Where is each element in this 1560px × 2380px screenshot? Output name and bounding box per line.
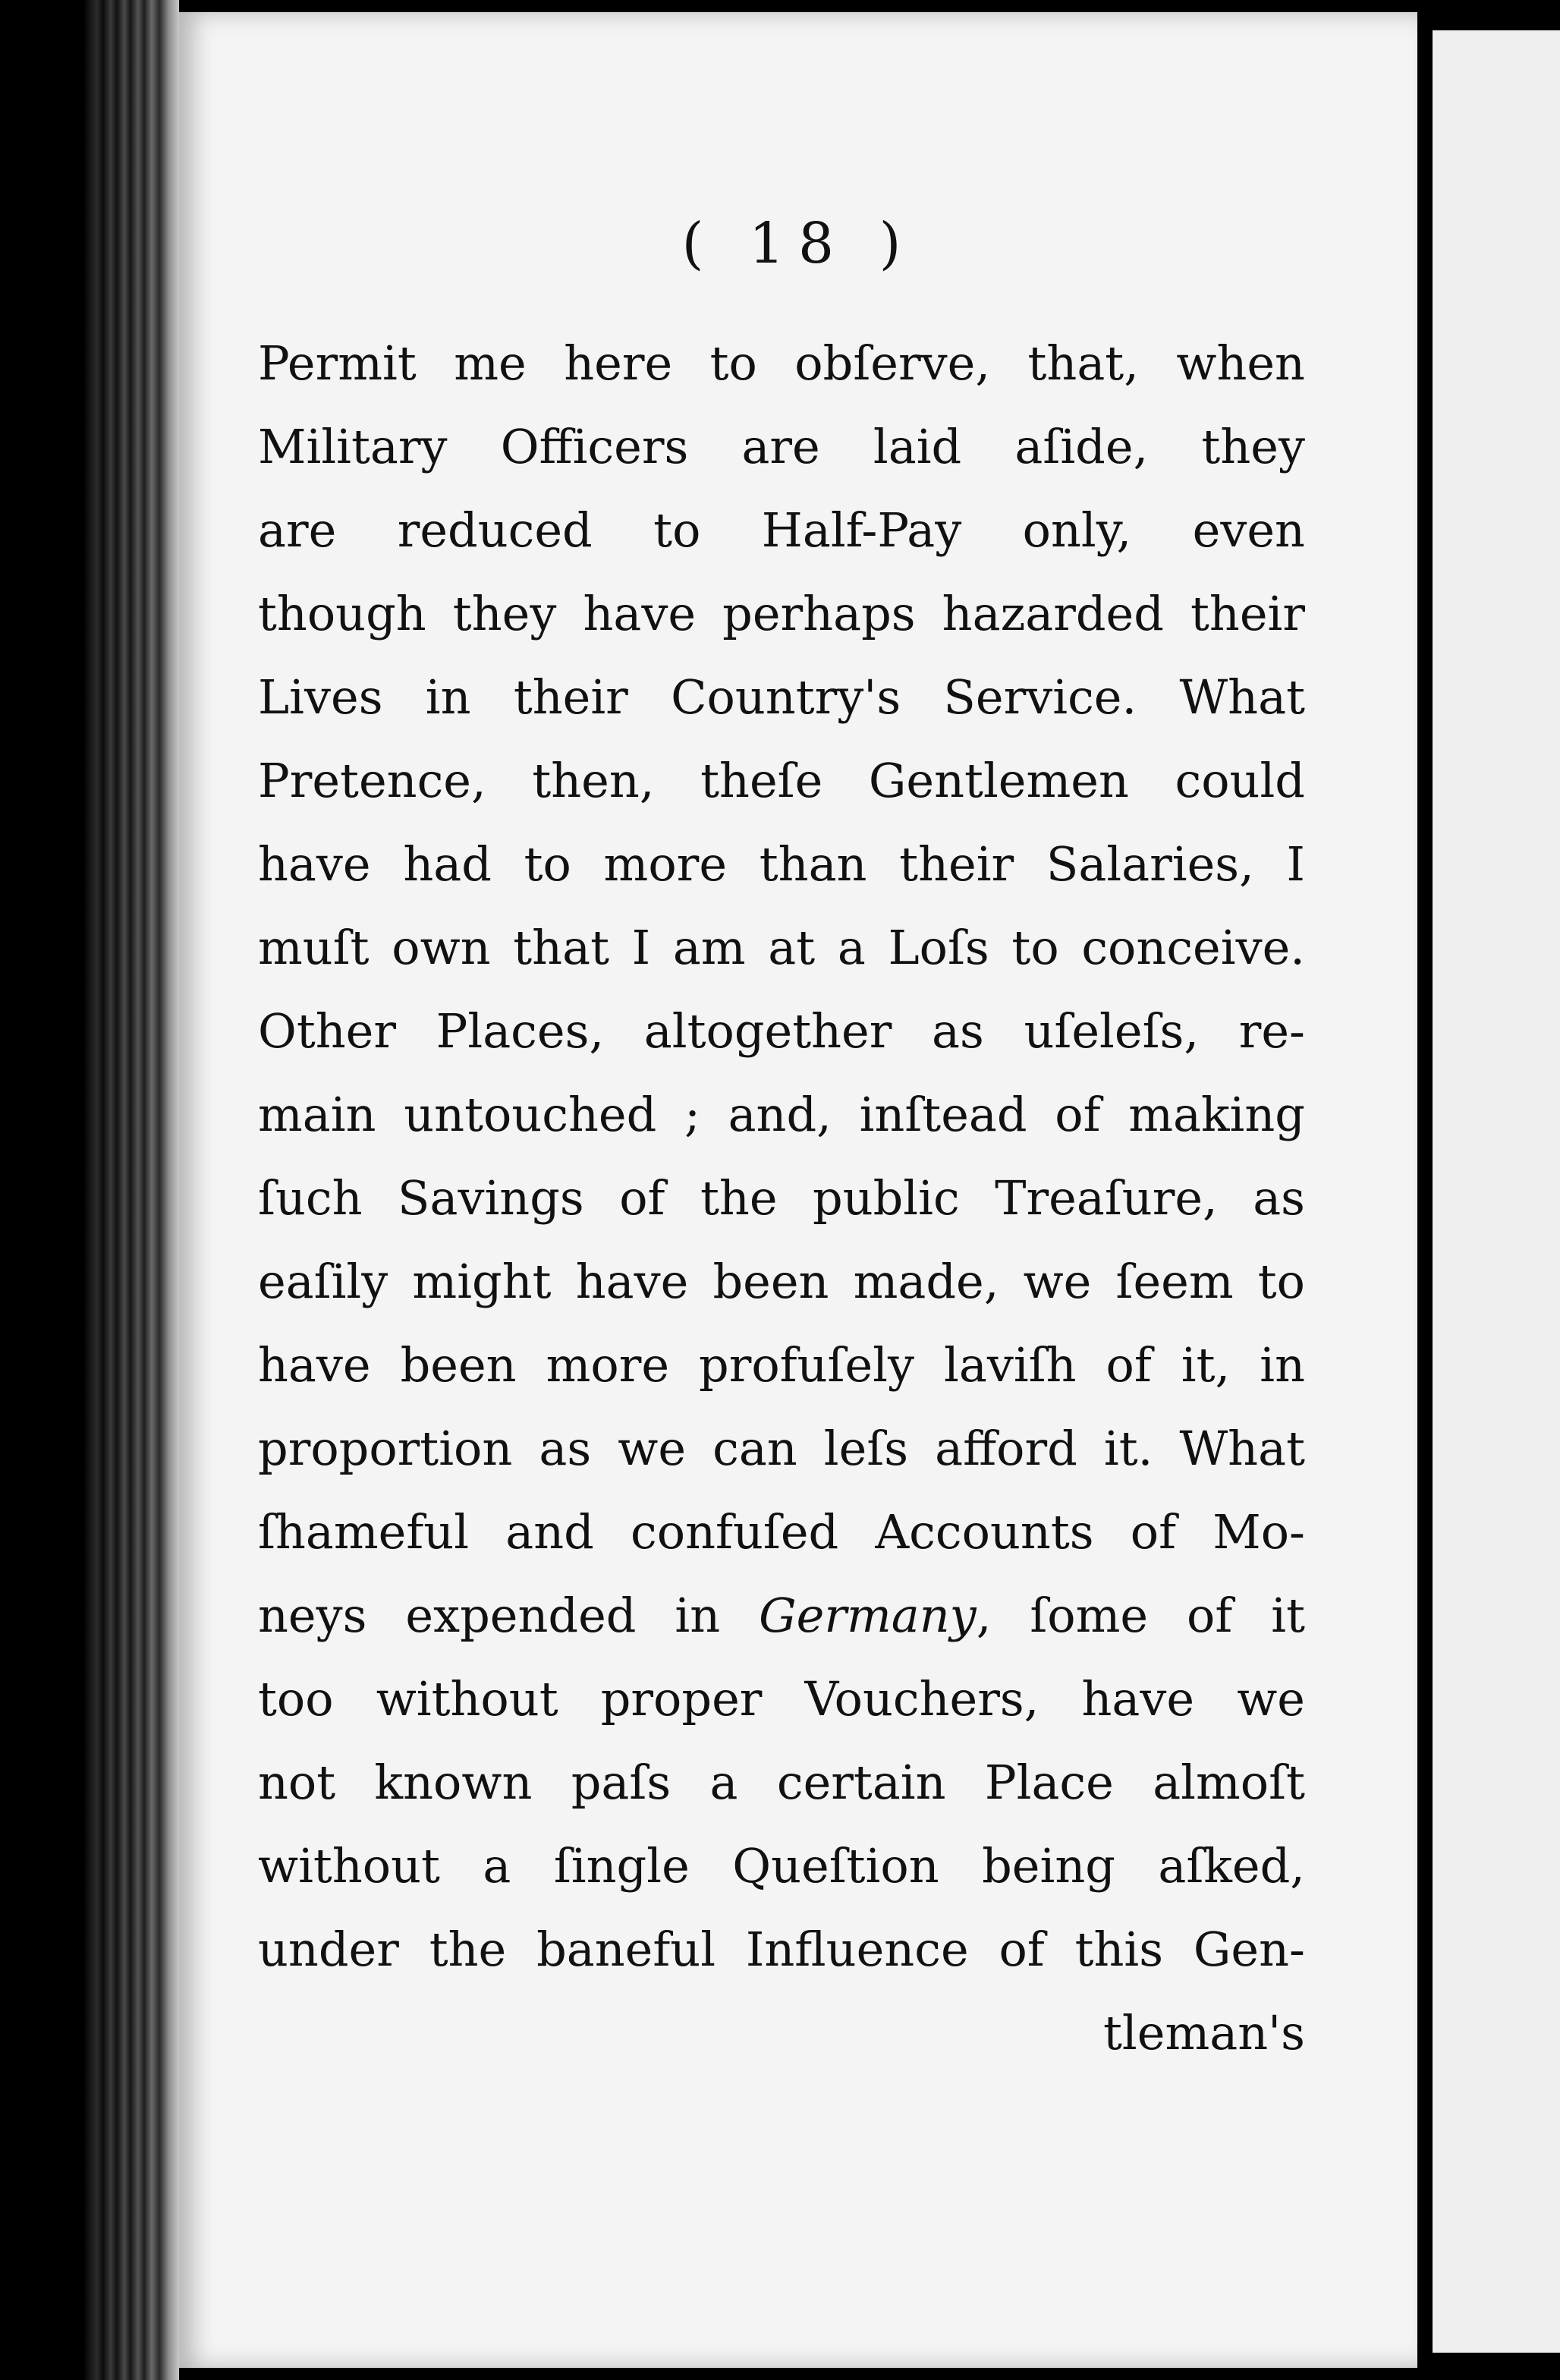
text-line: ſhameful and confuſed Accounts of Mo-: [258, 1504, 1305, 1560]
facing-page-edge: [1433, 30, 1560, 2353]
book-page-edges: [0, 0, 179, 2380]
text-line: Pretence, then, theſe Gentlemen could: [258, 753, 1305, 808]
text-line: Military Officers are laid aſide, they: [258, 419, 1305, 474]
text-line: neys expended in Germany, ſome of it: [258, 1588, 1306, 1643]
text-line: main untouched ; and, inſtead of making: [258, 1087, 1305, 1142]
page-gutter: [1417, 0, 1433, 2380]
text-line: muſt own that I am at a Loſs to conceive.: [258, 920, 1305, 975]
text-line: eaſily might have been made, we ſeem to: [258, 1254, 1305, 1309]
text-line: too without proper Vouchers, have we: [258, 1671, 1305, 1727]
text-line: are reduced to Half-Pay only, even: [258, 502, 1305, 558]
italic-word: Germany: [759, 1588, 977, 1643]
text-line: ſuch Savings of the public Treaſure, as: [258, 1170, 1305, 1226]
text-line: proportion as we can leſs afford it. What: [258, 1421, 1305, 1476]
text-line: Permit me here to obſerve, that, when: [258, 335, 1305, 391]
text-line: without a ſingle Queſtion being aſked,: [258, 1838, 1305, 1894]
text-line: not known paſs a certain Place almoſt: [258, 1755, 1305, 1810]
text-line: Lives in their Country's Service. What: [258, 669, 1305, 725]
text-line: have been more profuſely laviſh of it, in: [258, 1337, 1305, 1393]
text-line: Other Places, altogether as uſeleſs, re-: [258, 1003, 1305, 1059]
page-number-header: ( 18 ): [681, 211, 915, 276]
text-line: under the baneful Influence of this Gen-: [258, 1922, 1305, 1977]
text-line: though they have perhaps hazarded their: [258, 586, 1305, 641]
page-sheet: [179, 12, 1417, 2368]
text-line: have had to more than their Salaries, I: [258, 836, 1305, 892]
catchword: tleman's: [1103, 2005, 1305, 2060]
body-text: [258, 322, 1305, 2075]
